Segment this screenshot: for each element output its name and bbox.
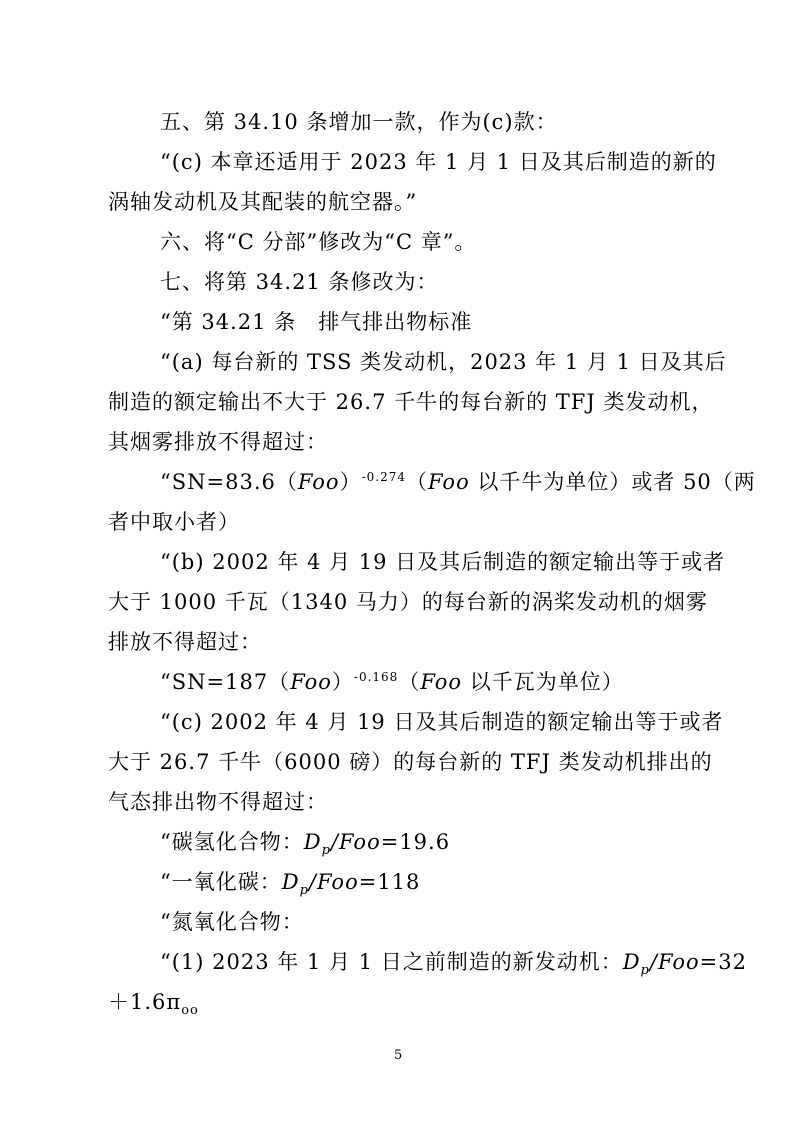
paragraph-a-line-2: 制造的额定输出不大于 26.7 千牛的每台新的 TFJ 类发动机，: [108, 390, 714, 414]
formula-b-close-paren: ）: [331, 670, 354, 694]
section-heading: “第 34.21 条 排气排出物标准: [160, 310, 473, 334]
paragraph-a-line-3: 其烟雾排放不得超过：: [108, 430, 328, 454]
item-1-foo: /Foo: [649, 950, 700, 974]
pi-subscript: oo: [181, 1003, 199, 1019]
amendment-five: 五、第 34.10 条增加一款，作为(c)款：: [160, 110, 558, 134]
formula-a-variable-2: Foo: [428, 470, 470, 494]
item-1-text: “(1) 2023 年 1 月 1 日之前制造的新发动机：: [160, 950, 623, 974]
page-number: 5: [394, 1048, 403, 1063]
formula-b-variable-1: Foo: [290, 670, 332, 694]
carbon-monoxide-value: =118: [358, 870, 421, 894]
paragraph-b-line-1: “(b) 2002 年 4 月 19 日及其后制造的额定输出等于或者: [160, 550, 726, 574]
formula-a-close-paren: ）: [339, 470, 362, 494]
item-1-d-symbol: D: [622, 950, 641, 974]
formula-a-continuation: 者中取小者）: [108, 510, 240, 534]
paragraph-c-line-3: 气态排出物不得超过：: [108, 790, 328, 814]
formula-a: [160, 472, 756, 493]
paragraph-c-line-2: 大于 26.7 千牛（6000 磅）的每台新的 TFJ 类发动机排出的: [108, 750, 713, 774]
paragraph-c-line-1: “(c) 2002 年 4 月 19 日及其后制造的额定输出等于或者: [160, 710, 724, 734]
formula-b-exponent: -0.168: [353, 670, 399, 684]
nitrogen-oxides-label: “氮氧化合物：: [160, 910, 304, 934]
paragraph-b-line-2: 大于 1000 千瓦（1340 马力）的每台新的涡桨发动机的烟雾: [108, 590, 708, 614]
paragraph-b-line-3: 排放不得超过：: [108, 630, 262, 654]
hydrocarbon-value: =19.6: [380, 830, 451, 854]
carbon-monoxide-p-subscript: p: [299, 883, 309, 899]
item-1-value: =32: [699, 950, 747, 974]
pi-expression: ＋1.6π: [108, 990, 182, 1014]
carbon-monoxide-foo: /Foo: [308, 870, 359, 894]
item-1-p-subscript: p: [640, 963, 650, 979]
clause-c-line-1: “(c) 本章还适用于 2023 年 1 月 1 日及其后制造的新的: [160, 150, 717, 174]
amendment-seven: 七、将第 34.21 条修改为：: [160, 270, 439, 294]
hydrocarbon-limit: [160, 830, 451, 859]
formula-a-open-paren: （: [406, 470, 428, 494]
paragraph-a-line-1: “(a) 每台新的 TSS 类发动机，2023 年 1 月 1 日及其后: [160, 350, 727, 374]
hydrocarbon-foo: /Foo: [330, 830, 381, 854]
carbon-monoxide-limit: [160, 870, 421, 899]
hydrocarbon-label: “碳氢化合物：: [160, 830, 304, 854]
nitrogen-oxides-item-1: [160, 950, 747, 979]
carbon-monoxide-label: “一氧化碳：: [160, 870, 282, 894]
hydrocarbon-p-subscript: p: [321, 843, 331, 859]
formula-b-prefix: “SN=187（: [160, 670, 291, 694]
nitrogen-oxides-item-1-continuation: [108, 990, 199, 1019]
hydrocarbon-d-symbol: D: [303, 830, 322, 854]
formula-a-prefix: “SN=83.6（: [160, 470, 298, 494]
formula-b-open-paren: （: [398, 670, 421, 694]
clause-c-line-2: 涡轴发动机及其配装的航空器。”: [108, 190, 418, 214]
carbon-monoxide-d-symbol: D: [281, 870, 300, 894]
formula-b-variable-2: Foo: [420, 670, 463, 694]
amendment-six: 六、将“C 分部”修改为“C 章”。: [160, 230, 477, 254]
formula-b: [160, 672, 624, 693]
formula-a-variable-1: Foo: [297, 470, 340, 494]
formula-b-unit-text: 以千瓦为单位）: [462, 670, 624, 694]
formula-a-exponent: -0.274: [361, 470, 406, 484]
formula-a-unit-text: 以千牛为单位）或者 50（两: [469, 470, 756, 494]
